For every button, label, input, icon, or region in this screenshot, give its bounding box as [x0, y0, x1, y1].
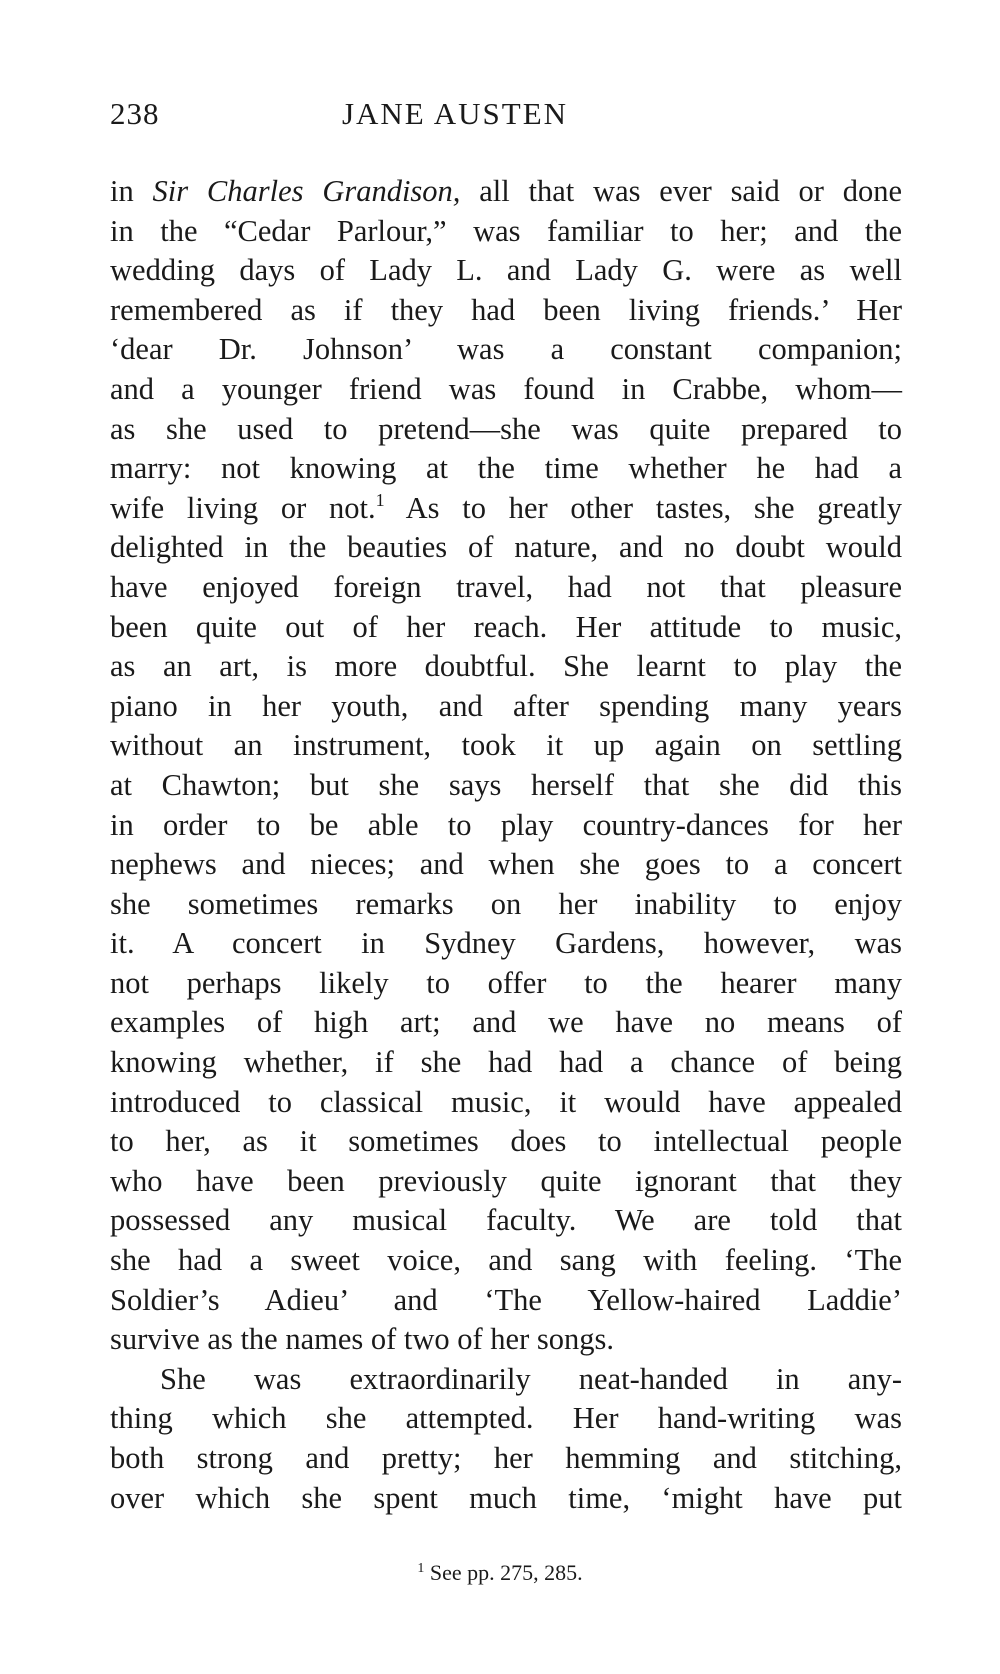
text-line: as an art, is more doubtful. She learnt to play the	[110, 649, 902, 684]
text-line: to her, as it sometimes does to intellectual people	[110, 1124, 902, 1159]
text-fragment: all that was ever said or done	[460, 174, 902, 208]
text-line	[110, 489, 902, 529]
text-line: marry: not knowing at the time whether he had a	[110, 451, 902, 486]
text-line: survive as the names of two of her songs.	[110, 1322, 614, 1357]
text-line: in order to be able to play country-dances for her	[110, 807, 902, 842]
body-text	[110, 172, 902, 1518]
text-line: both strong and pretty; her hemming and stitching,	[110, 1441, 902, 1475]
text-line: over which she spent much time, ‘might have put	[110, 1480, 902, 1515]
text-line: have enjoyed foreign travel, had not that pleasure	[110, 569, 902, 604]
page-header	[110, 96, 900, 146]
text-line: as she used to pretend—she was quite prepared to	[110, 411, 902, 446]
text-fragment: As to her other tastes, she greatly	[384, 490, 902, 525]
text-fragment: wife living or not.	[110, 490, 376, 525]
text-line: she had a sweet voice, and sang with feeling. ‘The	[110, 1243, 902, 1278]
book-title-italic: Sir Charles Grandison,	[152, 174, 461, 208]
text-line: and a younger friend was found in Crabbe, whom—	[110, 371, 902, 406]
text-line: she sometimes remarks on her inability to enjoy	[110, 886, 902, 921]
text-line: who have been previously quite ignorant that they	[110, 1163, 902, 1198]
text-line: been quite out of her reach. Her attitude to music,	[110, 609, 902, 644]
text-line	[110, 172, 902, 212]
text-line: in the “Cedar Parlour,” was familiar to her; and the	[110, 213, 902, 248]
text-line: thing which she attempted. Her hand-writing was	[110, 1401, 902, 1436]
text-line: knowing whether, if she had had a chance of being	[110, 1045, 902, 1080]
text-line: nephews and nieces; and when she goes to a concert	[110, 847, 902, 882]
text-line: remembered as if they had been living friends.’ Her	[110, 292, 902, 327]
text-line: possessed any musical faculty. We are told that	[110, 1203, 902, 1238]
text-line: not perhaps likely to offer to the hearer many	[110, 965, 902, 1000]
footnote-text: See pp. 275, 285.	[429, 1560, 583, 1585]
text-line: wedding days of Lady L. and Lady G. were as well	[110, 253, 902, 288]
text-fragment: in	[110, 174, 153, 208]
footnote	[0, 1560, 1000, 1586]
text-line: introduced to classical music, it would have appealed	[110, 1084, 902, 1119]
text-line: delighted in the beauties of nature, and no doubt would	[110, 530, 902, 565]
running-title: JANE AUSTEN	[341, 96, 569, 131]
text-line: without an instrument, took it up again on settling	[110, 728, 902, 763]
text-line: at Chawton; but she says herself that she did this	[110, 767, 902, 802]
text-line: it. A concert in Sydney Gardens, however, was	[110, 926, 902, 961]
page-number: 238	[110, 96, 160, 131]
text-line: examples of high art; and we have no means of	[110, 1005, 902, 1040]
footnote-marker: 1	[417, 1561, 425, 1576]
text-line: ‘dear Dr. Johnson’ was a constant companion;	[110, 332, 902, 367]
text-line: Soldier’s Adieu’ and ‘The Yellow-haired Laddie’	[110, 1282, 902, 1317]
footnote-reference: 1	[375, 489, 385, 510]
paragraph-start-line: She was extraordinarily neat-handed in any-	[160, 1361, 902, 1396]
text-line: piano in her youth, and after spending many years	[110, 688, 902, 723]
